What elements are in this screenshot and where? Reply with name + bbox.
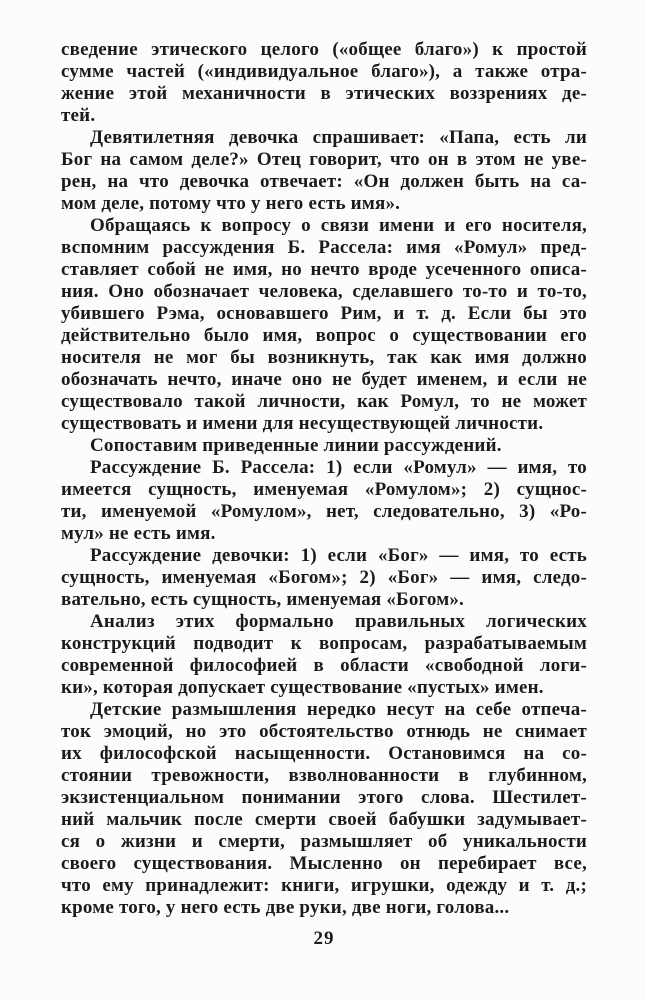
text-line: кроме того, у него есть две руки, две ноги, голова... <box>61 897 510 918</box>
text-line: ти, именуемой «Ромулом», нет, следовательно, 3) «Ро- <box>61 501 587 522</box>
text-line: ний мальчик после смерти своей бабушки задумывает- <box>61 809 587 830</box>
paragraph <box>61 127 587 215</box>
text-line: ки», которая допускает существование «пустых» имен. <box>61 677 544 698</box>
text-line: современной философией в области «свободной логи- <box>61 655 587 676</box>
paragraph <box>61 545 587 611</box>
text-line: своего существования. Мысленно он перебирает все, <box>61 853 587 874</box>
text-line: Анализ этих формально правильных логических <box>90 611 587 632</box>
paragraph <box>61 699 587 919</box>
paragraph <box>61 435 587 457</box>
text-line: жение этой механичности в этических воззрениях де- <box>61 83 587 104</box>
text-line: существовало такой личности, как Ромул, то не может <box>61 391 587 412</box>
text-line: мом деле, потому что у него есть имя». <box>61 193 401 214</box>
text-line: сущность, именуемая «Богом»; 2) «Бог» — имя, следо- <box>61 567 587 588</box>
text-line: Бог на самом деле?» Отец говорит, что он в этом не уве- <box>61 149 587 170</box>
text-line: Детские размышления нередко несут на себе отпеча- <box>90 699 587 720</box>
text-line: тей. <box>61 105 96 126</box>
text-line: вспомним рассуждения Б. Рассела: имя «Ромул» пред- <box>61 237 587 258</box>
text-line: действительно было имя, вопрос о существовании его <box>61 325 587 346</box>
text-line: ставляет собой не имя, но нечто вроде усеченного описа- <box>61 259 587 280</box>
text-line: ток эмоций, но это обстоятельство отнюдь не снимает <box>61 721 587 742</box>
text-line: конструкций подводит к вопросам, разрабатываемым <box>61 633 587 654</box>
text-line: имеется сущность, именуемая «Ромулом»; 2) сущнос- <box>61 479 587 500</box>
paragraph <box>61 611 587 699</box>
text-line: Обращаясь к вопросу о связи имени и его носителя, <box>90 215 587 236</box>
text-line: носителя не мог бы возникнуть, так как имя должно <box>61 347 587 368</box>
text-line: ния. Оно обозначает человека, сделавшего то-то и то-то, <box>61 281 587 302</box>
paragraph <box>61 39 587 127</box>
text-line: ся о жизни и смерти, размышляет об уникальности <box>61 831 587 852</box>
text-line: обозначать нечто, иначе оно не будет именем, и если не <box>61 369 587 390</box>
text-line: Сопоставим приведенные линии рассуждений. <box>90 435 502 456</box>
text-line: вательно, есть сущность, именуемая «Богом». <box>61 589 465 610</box>
text-line: Рассуждение девочки: 1) если «Бог» — имя, то есть <box>90 545 587 566</box>
text-line: убившего Рэма, основавшего Рим, и т. д. Если бы это <box>61 303 587 324</box>
text-line: мул» не есть имя. <box>61 523 216 544</box>
text-line: что ему принадлежит: книги, игрушки, одежду и т. д.; <box>61 875 587 896</box>
text-line: стоянии тревожности, взволнованности в глубинном, <box>61 765 587 786</box>
paragraph <box>61 215 587 435</box>
text-block <box>61 39 587 919</box>
text-line: существовать и имени для несуществующей личности. <box>61 413 544 434</box>
text-line: сумме частей («индивидуальное благо»), а также отра- <box>61 61 587 82</box>
text-line: их философской насыщенности. Остановимся на со- <box>61 743 587 764</box>
page-number: 29 <box>313 928 335 949</box>
text-line: сведение этического целого («общее благо») к простой <box>61 39 587 60</box>
paragraph <box>61 457 587 545</box>
text-line: Девятилетняя девочка спрашивает: «Папа, есть ли <box>90 127 587 148</box>
text-line: экзистенциальном понимании этого слова. Шестилет- <box>61 787 587 808</box>
text-line: Рассуждение Б. Рассела: 1) если «Ромул» — имя, то <box>90 457 587 478</box>
text-line: рен, на что девочка отвечает: «Он должен быть на са- <box>61 171 587 192</box>
